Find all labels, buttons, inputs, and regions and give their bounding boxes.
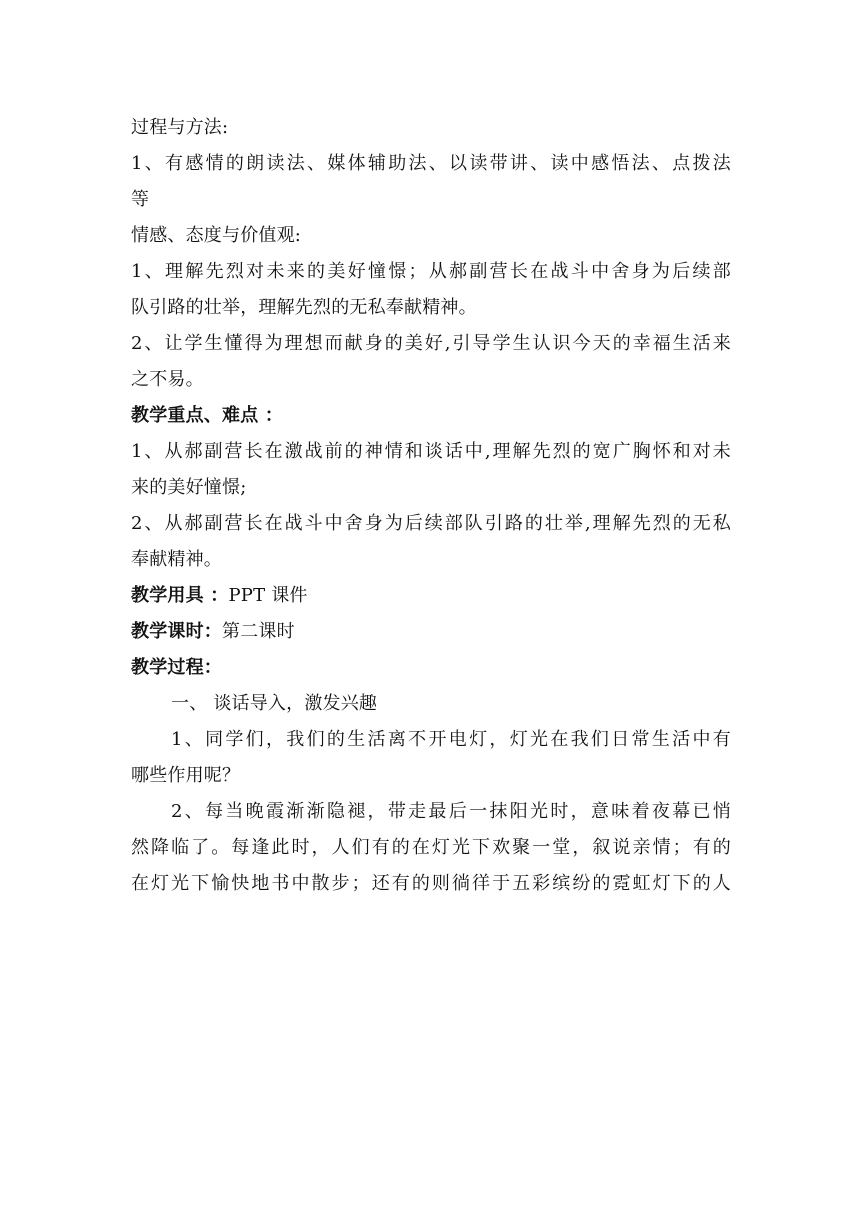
- paragraph-line: 1、同学们，我们的生活离不开电灯，灯光在我们日常生活中有: [171, 729, 731, 750]
- paragraph-line: 1、理解先烈对未来的美好憧憬；从郝副营长在战斗中舍身为后续部: [131, 261, 731, 282]
- list-item-heading: 一、 谈话导入，激发兴趣: [171, 693, 378, 714]
- section-heading-process-method: 过程与方法:: [131, 117, 229, 138]
- paragraph-line: 然降临了。每逢此时，人们有的在灯光下欢聚一堂，叙说亲情；有的: [131, 837, 731, 858]
- paragraph-line: 之不易。: [131, 369, 204, 390]
- teaching-hours-label: 教学课时：: [131, 621, 222, 642]
- paragraph-line: 队引路的壮举，理解先烈的无私奉献精神。: [131, 297, 477, 318]
- teaching-hours-value: 第二课时: [222, 621, 295, 642]
- paragraph-line: 2、每当晚霞渐渐隐褪，带走最后一抹阳光时，意味着夜幕已悄: [171, 801, 731, 822]
- heading-teaching-process: 教学过程：: [131, 657, 222, 678]
- teaching-tools-line: [131, 578, 731, 614]
- teaching-tools-label: 教学用具 ：: [131, 585, 229, 606]
- paragraph-line: 哪些作用呢？: [131, 765, 241, 786]
- paragraph-line: 在灯光下愉快地书中散步；还有的则徜徉于五彩缤纷的霓虹灯下的人: [131, 873, 731, 894]
- paragraph-line: 1、有感情的朗读法、媒体辅助法、以读带讲、读中感悟法、点拨法: [131, 153, 731, 174]
- paragraph-line: 2、从郝副营长在战斗中舍身为后续部队引路的壮举,理解先烈的无私: [131, 513, 731, 534]
- teaching-tools-value: PPT 课件: [228, 585, 308, 606]
- paragraph-line: 等: [131, 189, 150, 210]
- teaching-hours-line: [131, 614, 731, 650]
- section-heading-emotion-values: 情感、态度与价值观:: [131, 225, 302, 246]
- paragraph-line: 2、让学生懂得为理想而献身的美好,引导学生认识今天的幸福生活来: [131, 333, 731, 354]
- paragraph-line: 来的美好憧憬;: [131, 477, 247, 498]
- document-page: [131, 110, 731, 902]
- paragraph-line: 奉献精神。: [131, 549, 222, 570]
- paragraph-line: 1、从郝副营长在激战前的神情和谈话中,理解先烈的宽广胸怀和对未: [131, 441, 731, 462]
- heading-key-points: 教学重点、难点 ：: [131, 405, 284, 426]
